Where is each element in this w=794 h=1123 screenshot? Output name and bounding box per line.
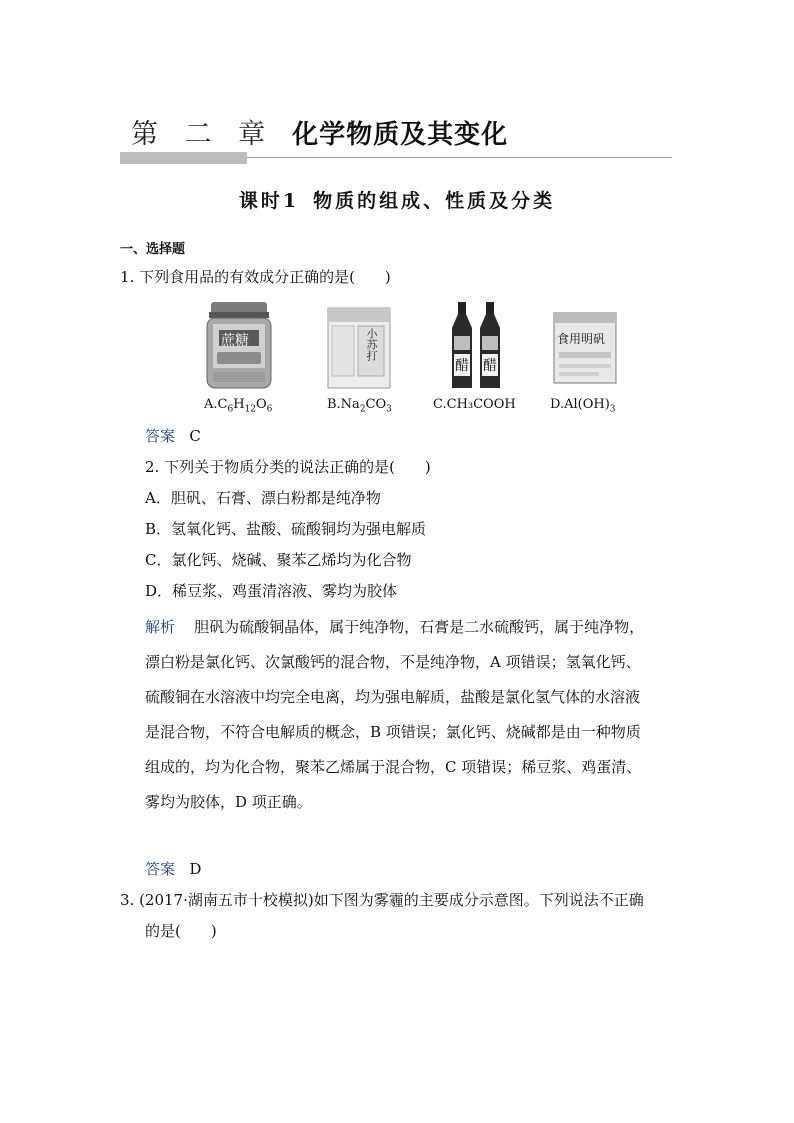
q2-answer — [145, 858, 201, 880]
analysis-line: 硫酸铜在水溶液中均完全电离，均为强电解质，盐酸是氯化氢气体的水溶液 — [145, 688, 641, 706]
q1-caption-a: $A.C_6H_{12}O_6$ — [204, 397, 273, 415]
chapter-underline-rule — [247, 157, 672, 158]
q2-option-b: B．氢氧化钙、盐酸、硫酸铜均为强电解质 — [145, 520, 427, 538]
analysis-label: 解析 — [145, 618, 176, 636]
chapter-heading — [131, 112, 508, 151]
lesson-heading — [0, 186, 794, 213]
q1-caption-d: $D.Al(OH)_3$ — [550, 397, 616, 415]
vinegar-label-left: 醋 — [455, 358, 469, 374]
baking-soda-image — [326, 306, 392, 390]
q1-caption-c: C.CH₃COOH — [433, 397, 516, 412]
analysis-line: 是混合物，不符合电解质的概念，B 项错误；氯化钙、烧碱都是由一种物质 — [145, 723, 641, 741]
q1-stem: 1. 下列食用品的有效成分正确的是( ) — [120, 268, 391, 286]
section-title: 一、选择题 — [120, 242, 186, 257]
chapter-title: 化学物质及其变化 — [292, 120, 509, 150]
analysis-line: 漂白粉是氯化钙、次氯酸钙的混合物，不是纯净物，A 项错误；氢氧化钙、 — [145, 653, 641, 671]
q2-option-d: D．稀豆浆、鸡蛋清溶液、雾均为胶体 — [145, 582, 398, 600]
q2-analysis — [145, 610, 685, 820]
vinegar-bottles-image — [449, 302, 505, 390]
chapter-number: 第 二 章 — [131, 119, 275, 150]
analysis-line: 雾均为胶体，D 项正确。 — [145, 793, 312, 811]
q3-stem-line2: 的是( ) — [145, 922, 217, 940]
analysis-line: 胆矾为硫酸铜晶体，属于纯净物，石膏是二水硫酸钙，属于纯净物， — [194, 618, 645, 636]
sugar-jar-image — [203, 302, 275, 390]
answer-label: 答案 — [145, 860, 176, 878]
alum-bag-image — [553, 312, 617, 384]
vinegar-label-right: 醋 — [483, 358, 497, 374]
q2-option-c: C．氯化钙、烧碱、聚苯乙烯均为化合物 — [145, 551, 412, 569]
q1-answer — [145, 425, 201, 447]
q3-stem-line1: 3. (2017·湖南五市十校模拟)如下图为雾霾的主要成分示意图。下列说法不正确 — [120, 891, 644, 909]
lesson-number: 课时1 — [238, 190, 300, 212]
answer-label: 答案 — [145, 427, 176, 445]
q2-stem: 2. 下列关于物质分类的说法正确的是( ) — [145, 458, 431, 476]
answer-value: D — [189, 860, 202, 878]
q2-option-a: A．胆矾、石膏、漂白粉都是纯净物 — [145, 489, 381, 507]
sugar-jar-label: 蔗糖 — [221, 333, 249, 349]
analysis-line: 组成的，均为化合物，聚苯乙烯属于混合物，C 项错误；稀豆浆、鸡蛋清、 — [145, 758, 642, 776]
answer-value: C — [189, 427, 201, 445]
alum-bag-label: 食用明矾 — [557, 332, 606, 346]
chapter-underline-bar — [120, 152, 247, 164]
lesson-title: 物质的组成、性质及分类 — [313, 190, 556, 212]
q1-caption-b: $B.Na_2CO_3$ — [327, 397, 392, 415]
baking-soda-label: 小苏打 — [365, 328, 378, 361]
